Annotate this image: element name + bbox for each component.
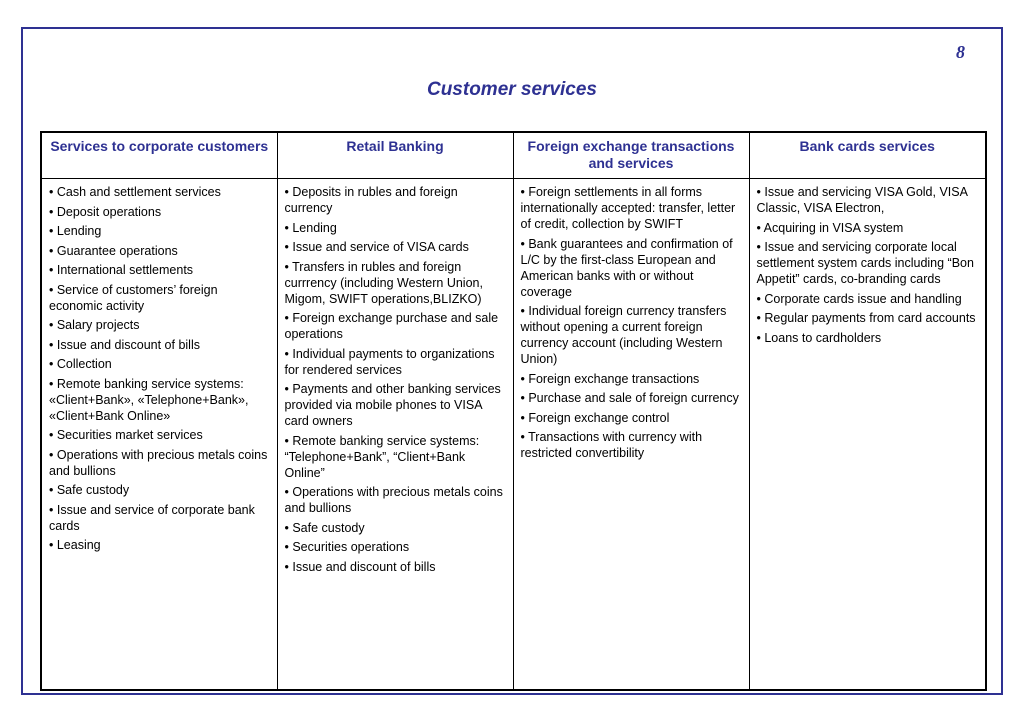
services-table <box>40 131 987 691</box>
list-item: • Deposits in rubles and foreign currency <box>284 185 458 215</box>
list-item: • Leasing <box>49 538 101 552</box>
list-item: • Safe custody <box>284 520 365 535</box>
list-item: • Individual payments to organizations for rendered services <box>284 346 495 377</box>
list-item: • Issue and service of corporate bank cards <box>49 502 255 533</box>
list-item: • Guarantee operations <box>49 243 178 258</box>
column-header-bank-cards: Bank cards services <box>749 132 986 179</box>
list-item: • Remote banking service systems: “Telephone+Bank”, “Client+Bank Online” <box>284 433 480 480</box>
list-item: • Loans to cardholders <box>756 330 882 345</box>
table-header-row <box>41 132 986 179</box>
list-item: • Safe custody <box>49 483 130 497</box>
list-item: • Regular payments from card accounts <box>756 311 976 325</box>
list-item: • Issue and servicing VISA Gold, VISA Classic, VISA Electron, <box>756 185 968 215</box>
list-item: • Foreign exchange purchase and sale operations <box>284 311 499 341</box>
list-item: • Corporate cards issue and handling <box>756 291 962 306</box>
list-item: • Service of customers’ foreign economic activity <box>49 282 218 313</box>
list-item: • Lending <box>284 220 337 235</box>
list-item: • Issue and discount of bills <box>49 337 200 352</box>
list-item: • Operations with precious metals coins and bullions <box>284 485 503 515</box>
list-item: • Payments and other banking services provided via mobile phones to VISA card owners <box>284 382 501 428</box>
column-cell-foreign-exchange <box>513 179 749 691</box>
list-item: • Issue and servicing corporate local settlement system cards including “Bon Appetit” cards, co-branding cards <box>756 240 974 286</box>
list-item: • Foreign exchange control <box>520 410 670 425</box>
column-cell-bank-cards <box>749 179 986 691</box>
list-item: • Lending <box>49 224 102 238</box>
list-item: • Deposit operations <box>49 204 162 219</box>
list-item: • Transactions with currency with restricted convertibility <box>520 430 703 460</box>
list-item: • Issue and service of VISA cards <box>284 240 469 254</box>
list-item: • Transfers in rubles and foreign currrency (including Western Union, Migom, SWIFT operations,BLIZKO) <box>284 259 483 306</box>
list-item: • International settlements <box>49 263 194 277</box>
list-item: • Salary projects <box>49 318 140 332</box>
list-item: • Bank guarantees and confirmation of L/C by the first-class European and American banks with or without coverage <box>520 236 733 299</box>
list-item: • Cash and settlement services <box>49 185 221 199</box>
list-item: • Purchase and sale of foreign currency <box>520 391 739 405</box>
column-header-retail: Retail Banking <box>277 132 513 179</box>
list-item: • Securities operations <box>284 540 410 554</box>
foreign-exchange-list <box>521 184 742 461</box>
retail-banking-list <box>285 184 506 575</box>
list-item: • Securities market services <box>49 428 203 442</box>
list-item: • Individual foreign currency transfers without opening a current foreign currency account (including Western Union) <box>520 304 727 366</box>
list-item: • Operations with precious metals coins and bullions <box>49 447 268 478</box>
list-item: • Issue and discount of bills <box>284 559 436 574</box>
column-cell-corporate <box>41 179 277 691</box>
corporate-services-list <box>49 184 270 553</box>
column-header-corporate: Services to corporate customers <box>41 132 277 179</box>
page-title: Customer services <box>426 79 598 100</box>
table-row <box>41 179 986 691</box>
bank-cards-list <box>757 184 979 346</box>
page-number: 8 <box>956 42 965 62</box>
column-header-foreign-exchange: Foreign exchange transactions and services <box>513 132 749 179</box>
list-item: • Collection <box>49 357 112 371</box>
list-item: • Foreign settlements in all forms internationally accepted: transfer, letter of credit, collection by SWIFT <box>520 185 736 231</box>
list-item: • Remote banking service systems: «Client+Bank», «Telephone+Bank», «Client+Bank Online» <box>49 376 249 423</box>
list-item: • Foreign exchange transactions <box>520 371 700 386</box>
column-cell-retail <box>277 179 513 691</box>
list-item: • Acquiring in VISA system <box>756 220 904 235</box>
